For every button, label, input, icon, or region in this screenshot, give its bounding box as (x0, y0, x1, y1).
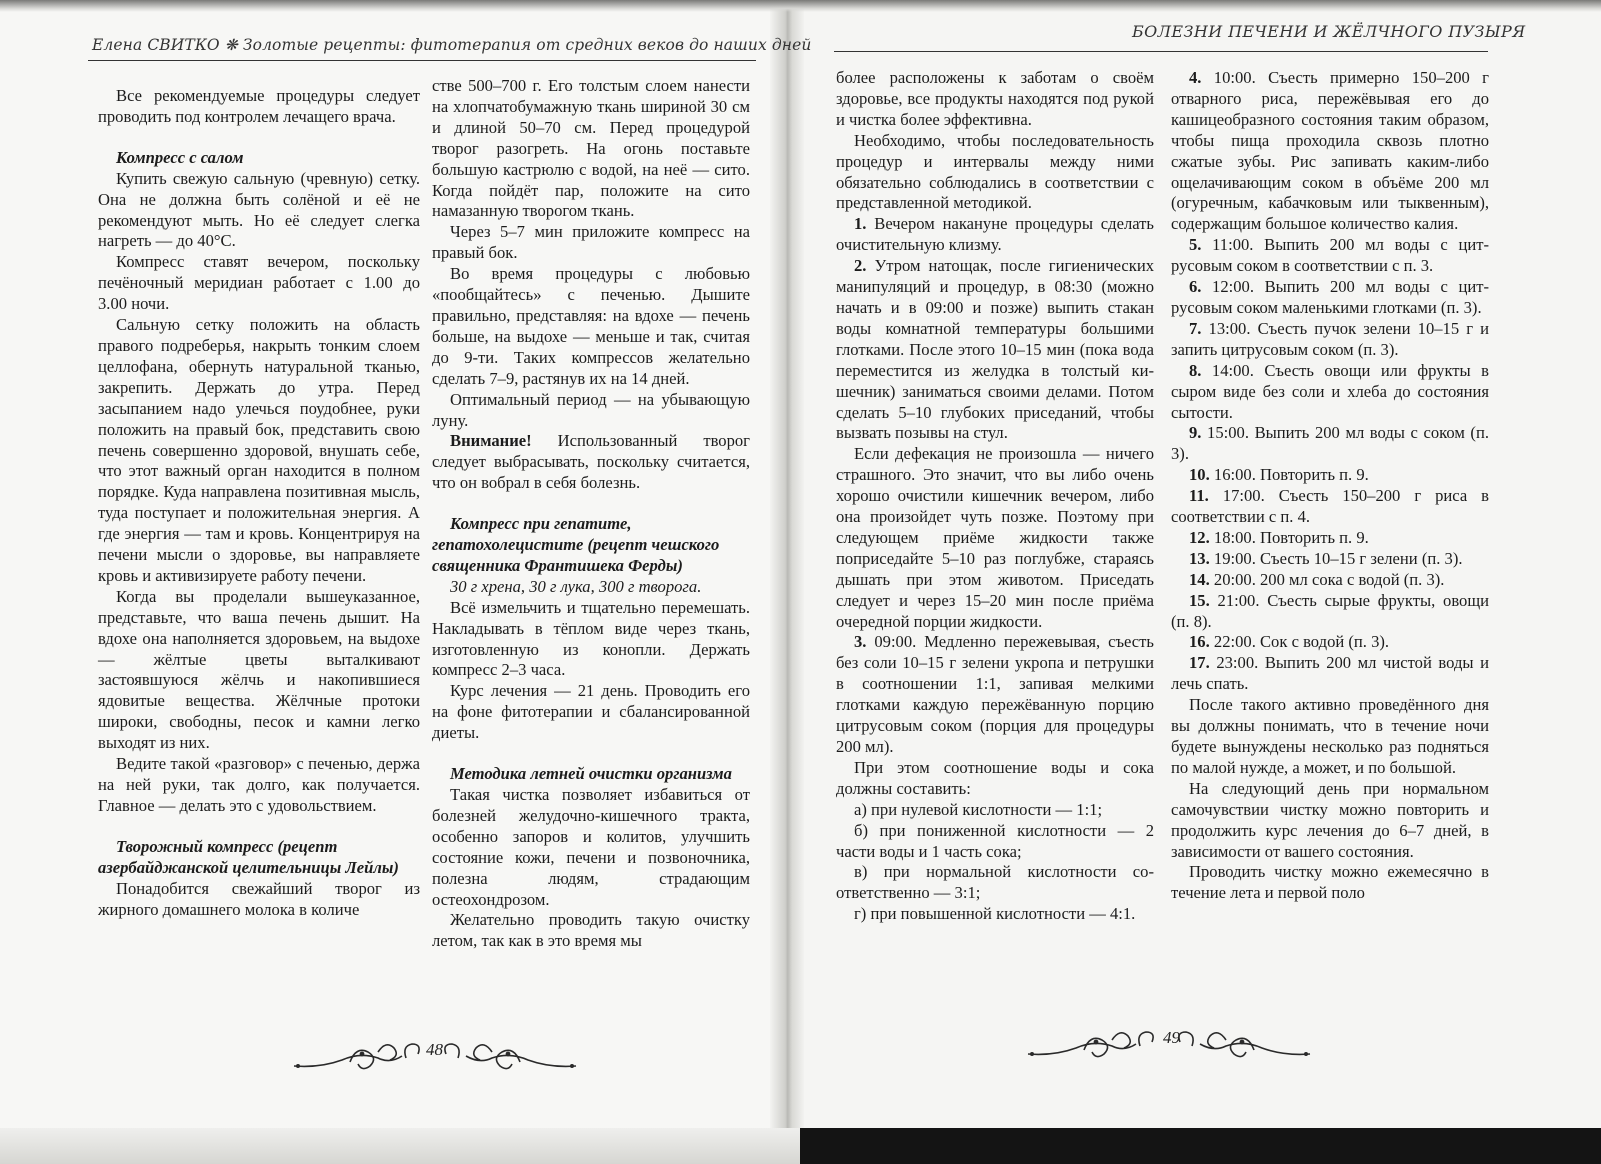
step-item (1171, 591, 1489, 633)
step-item (1171, 632, 1489, 653)
step-number: 17. (1189, 653, 1210, 673)
step-text: Утром натощак, после гигиенических манипуляций и процедур, в 08:30 (можно начать и в 09:00 и позже) выпить стакан воды комнатной температуры большими глотками. После этого 10–15 мин (пока вода переместится из желудка в толстый кишечник) заниматься своими делами. Потом сделать 5–10 глубоких приседаний, чтобы вызвать позывы на стул. (836, 256, 1154, 443)
paragraph: При этом соотношение воды и сока должны составить: (836, 757, 1154, 798)
scan-bottom-edge-left (0, 1128, 800, 1164)
paragraph: Купить свежую сальную (чревную) сетку. Она не должна быть солёной и её не рекомендуют мыть. Но её следует слегка нагреть — до 40°С. (98, 168, 420, 251)
step-item (1171, 361, 1489, 424)
paragraph: Сальную сетку положить на область правого подреберья, накрыть тонким слоем целлофана, обернуть натуральной тканью, закрепить. Держать до утра. Перед засыпанием надо улечься поудобнее, руки положить на правый бок, представить свою печень совершенно здоровой, внушать себе, что этот важный орган находится в полном порядке. Куда направлена позитивная мысль, туда поступает и положительная энергия. А где энергия — там и кровь. Концентрируя на печени мысли о здоровье, вы направляете кровь и активизируете работу печени. (98, 315, 420, 585)
step-text: 19:00. Съесть 10–15 г зелени (п. 3). (1209, 548, 1463, 568)
step-text: 21:00. Съесть сырые фрукты, овощи (п. 8). (1171, 590, 1489, 631)
left-running-head: Елена СВИТКО ❋ Золотые рецепты: фитотерапия от средних веков до наших дней (92, 36, 812, 54)
section-heading: Компресс с салом (116, 147, 244, 167)
paragraph: Когда вы проделали вышеуказанное, представьте, что ваша печень дышит. На вдохе она наполняется здоровьем, на выдохе — жёлтые цветы выталкивают застоявшуюся жёлчь и накопившиеся ядовитые вещества. Жёлчные протоки широки, свободны, песок и камни легко выходят из них. (98, 586, 420, 753)
step-number: 6. (1189, 277, 1202, 297)
step-text: 23:00. Выпить 200 мл чистой воды и лечь спать. (1171, 653, 1489, 694)
step-text: 17:00. Съесть 150–200 г риса в соответствии с п. 4. (1171, 486, 1489, 527)
step-text: 13:00. Съесть пучок зелени 10–15 г и запить цитрусовым соком (п. 3). (1171, 318, 1489, 359)
step-number: 5. (1189, 235, 1202, 255)
step-item (1171, 549, 1489, 570)
step-number: 10. (1189, 465, 1210, 485)
paragraph: Такая чистка позволяет избавиться от болезней желудочно-кишечного тракта, особенно запоров и колитов, улучшить состояние кожи, печени и позвоночника, полезна людям, страдающим остеохондрозом. (432, 785, 750, 909)
step-number: 8. (1189, 360, 1202, 380)
step-text: 09:00. Медленно пережевывая, съесть без соли 10–15 г зелени укропа и петрушки в соотношении 1:1, запивая мелкими глотками каждую пережёванную порцию цитрусовым соком (порция для процедуры 200 мл). (836, 632, 1154, 756)
step-number: 1. (854, 214, 867, 234)
paragraph: Во время процедуры с любовью «пообщайтесь» с печенью. Дышите правильно, представляя: на вдохе — печень больше, на выдохе — меньше и так, считая до 9-ти. Таких компрессов желательно сделать 7–9, растянув их на 14 дней. (432, 264, 750, 388)
step-item (1171, 528, 1489, 549)
left-header-rule (88, 60, 756, 61)
step-item (836, 214, 1154, 256)
right-column-2 (1171, 68, 1489, 904)
step-text: Вечером накануне процедуры сделать очистительную клизму. (836, 214, 1154, 255)
step-item (1171, 653, 1489, 695)
step-item (1171, 570, 1489, 591)
right-column-1 (836, 68, 1154, 925)
step-number: 15. (1189, 590, 1210, 610)
step-number: 2. (854, 256, 867, 276)
paragraph: На следующий день при нормальном самочувствии чистку можно повторить и продолжить курс лечения до 6–7 дней, в зависимости от вашего состояния. (1171, 778, 1489, 861)
paragraph: более расположены к заботам о своём здоровье, все продукты находятся под рукой и чистка более эффективна. (836, 68, 1154, 129)
warning-paragraph (432, 431, 750, 494)
paragraph: Все рекомендуемые процедуры следует проводить под контролем лечащего врача. (98, 86, 420, 126)
step-item (1171, 486, 1489, 528)
right-running-head: БОЛЕЗНИ ПЕЧЕНИ И ЖЁЛЧНОГО ПУЗЫРЯ (1132, 22, 1526, 41)
paragraph: Понадобится свежайший творог из жирного домашнего молока в количе (98, 878, 420, 919)
left-column-1 (98, 86, 420, 920)
book-gutter (770, 0, 804, 1164)
step-number: 9. (1189, 423, 1202, 443)
warning-text: Использованный творог следует выбрасывать, поскольку считается, что он вобрал в себя болезнь. (432, 431, 750, 493)
step-text: 16:00. Повторить п. 9. (1209, 465, 1369, 485)
paragraph: Желательно проводить такую очистку летом, так как в это время мы (432, 910, 750, 951)
step-item (836, 632, 1154, 757)
step-number: 14. (1189, 569, 1210, 589)
list-item: в) при нормальной кислотности соответственно — 3:1; (836, 862, 1154, 903)
list-item: а) при нулевой кислотности — 1:1; (854, 799, 1103, 819)
paragraph: Оптимальный период — на убывающую луну. (432, 389, 750, 430)
warning-label: Внимание! (450, 431, 532, 451)
scan-top-edge (0, 0, 1601, 12)
step-number: 11. (1189, 486, 1209, 506)
step-text: 22:00. Сок с водой (п. 3). (1209, 632, 1390, 652)
step-text: 14:00. Съесть овощи или фрукты в сыром виде без соли и хлеба до состояния сытости. (1171, 360, 1489, 422)
left-column-2 (432, 76, 750, 952)
step-item (1171, 277, 1489, 319)
paragraph: Необходимо, чтобы последовательность процедур и интервалы между ними обязательно соблюдались в соответствии с представленной методикой. (836, 130, 1154, 213)
list-item: г) при повышенной кислотности — 4:1. (854, 904, 1136, 924)
step-text: 10:00. Съесть примерно 150–200 г отварного риса, пережёвывая его до кашицеобразного состояния таким образом, чтобы пища проходила сквозь плотно сжатые зубы. Рис запивать каким-либо ощелачивающим соком в объёме 200 мл (огуречным, кабачковым или тыквенным), содержащим большое количество калия. (1171, 68, 1489, 234)
step-text: 12:00. Выпить 200 мл воды с цитрусовым соком маленькими глотками (п. 3). (1171, 277, 1489, 317)
step-item (1171, 465, 1489, 486)
step-number: 7. (1189, 318, 1202, 338)
step-number: 16. (1189, 632, 1210, 652)
step-text: 18:00. Повторить п. 9. (1209, 527, 1369, 547)
paragraph: Курс лечения — 21 день. Проводить его на фоне фитотерапии и сбалансированной диеты. (432, 681, 750, 743)
paragraph: После такого активно проведённого дня вы должны понимать, что в течение ночи будете вынуждены несколько раз подняться по малой нужде, а может, и по большой. (1171, 695, 1489, 777)
step-item (836, 256, 1154, 444)
step-number: 12. (1189, 527, 1210, 547)
left-page-number: 48 (426, 1040, 443, 1059)
scan-bottom-edge-right (800, 1128, 1601, 1164)
paragraph: Компресс ставят вечером, поскольку печёночный меридиан работает с 1.00 до 3.00 ночи. (98, 252, 420, 314)
ingredients: 30 г хрена, 30 г лука, 300 г творога. (450, 576, 702, 596)
paragraph: Всё измельчить и тщательно перемешать. Накладывать в тёплом виде через ткань, изготовленную из конопли. Держать компресс 2–3 часа. (432, 597, 750, 680)
step-item (1171, 319, 1489, 361)
step-text: 20:00. 200 мл сока с водой (п. 3). (1209, 569, 1445, 589)
step-number: 3. (854, 632, 867, 652)
step-text: 15:00. Выпить 200 мл воды с соком (п. 3). (1171, 423, 1489, 464)
step-item (1171, 235, 1489, 277)
paragraph: Ведите такой «разговор» с печенью, держа на ней руки, так долго, как получается. Главное — делать это с удовольствием. (98, 754, 420, 815)
section-heading: Компресс при гепатите, гепатохолецистите (рецепт чешского священника Франтишека Ферды) (432, 514, 720, 575)
paragraph: Если дефекация не произошла — ничего страшного. Это значит, что вы либо очень хорошо очистили кишечник вечером, либо она произойдет чуть позже. Поэтому при следующем приёме жидкости также поприседайте 5–10 раз поглубже, стараясь дышать при этом животом. Приседать следует и через 15–20 мин после приёма очередной порции жидкости. (836, 444, 1154, 631)
right-header-rule (834, 51, 1488, 52)
step-item (1171, 68, 1489, 235)
list-item: б) при пониженной кислотности — 2 части воды и 1 часть сока; (836, 820, 1154, 861)
paragraph: стве 500–700 г. Его толстым слоем нанести на хлопчатобумажную ткань шириной 30 см и длиной 50–70 см. Перед процедурой творог разогреть. На огонь поставьте большую кастрюлю с водой, на неё — сито. Когда пойдёт пар, положите на сито намазанную творогом ткань. (432, 76, 750, 221)
section-heading: Творожный компресс (рецепт азербайджанской целительницы Лейлы) (98, 836, 399, 877)
step-item (1171, 423, 1489, 465)
right-page-number: 49 (1163, 1028, 1180, 1047)
paragraph: Через 5–7 мин приложите компресс на правый бок. (432, 222, 750, 263)
step-number: 13. (1189, 548, 1210, 568)
step-number: 4. (1189, 68, 1202, 87)
section-heading: Методика летней очистки организма (450, 764, 732, 784)
paragraph: Проводить чистку можно ежемесячно в течение лета и первой поло (1171, 862, 1489, 903)
step-text: 11:00. Выпить 200 мл воды с цитрусовым соком в соответствии с п. 3. (1171, 235, 1489, 276)
